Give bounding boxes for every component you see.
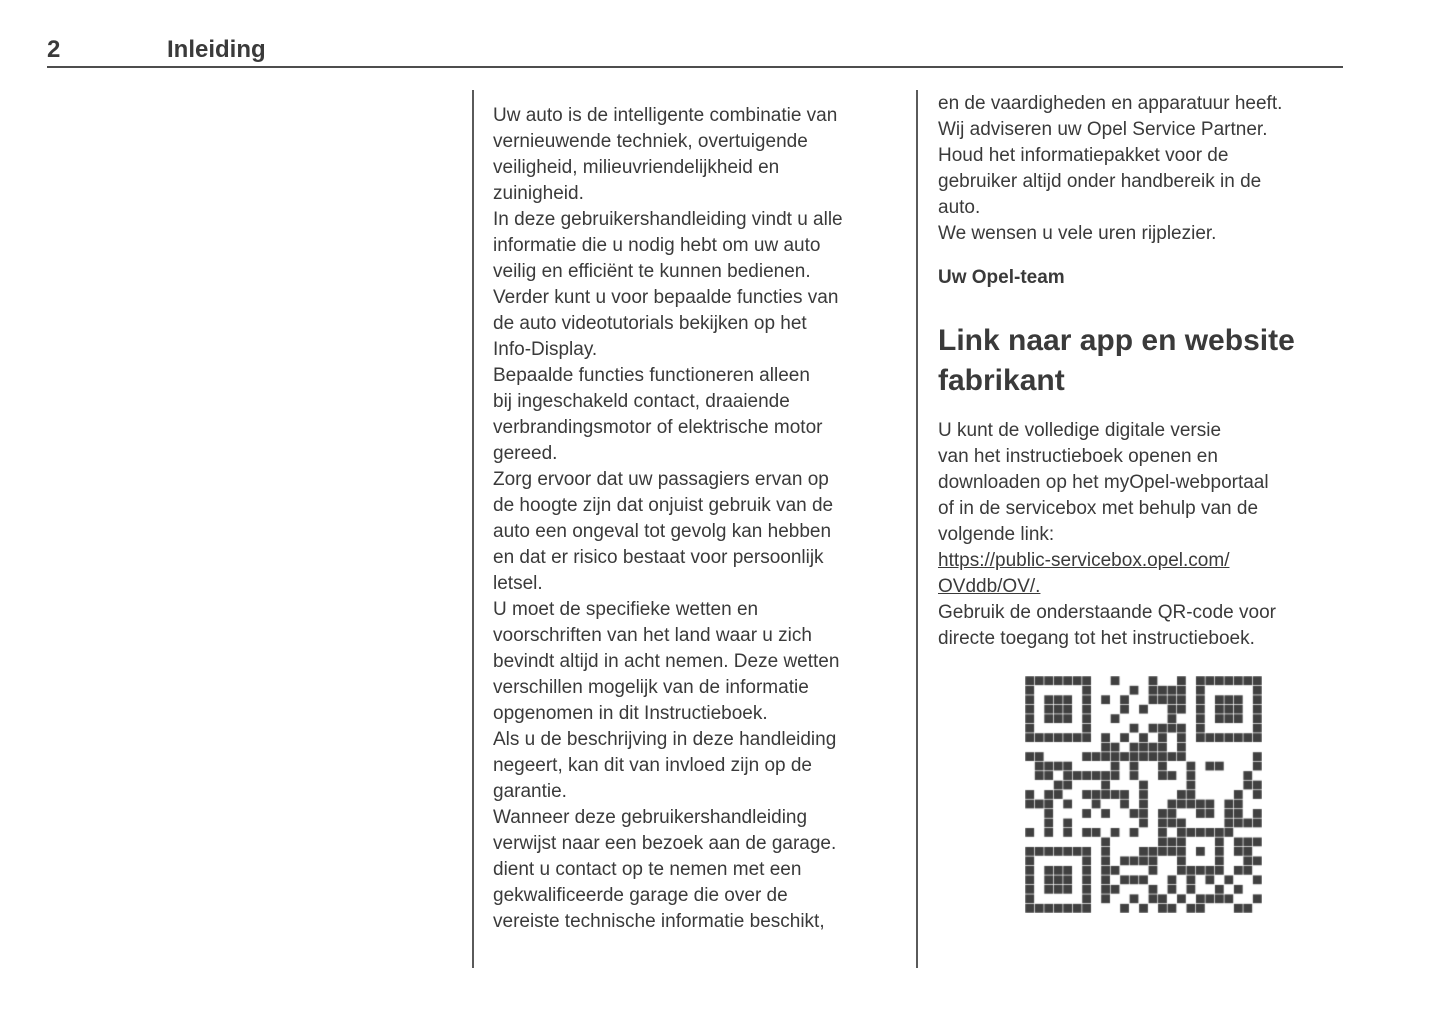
text-line: vereiste technische informatie beschikt, [493,911,825,932]
text-line: van het instructieboek openen en [938,446,1218,467]
page-title: Inleiding [167,36,266,63]
text-line: gebruiker altijd onder handbereik in de [938,171,1262,192]
section-heading: Link naar app en website fabrikant [938,324,1295,397]
text-line: zuinigheid. [493,183,584,204]
text-line: verbrandingsmotor of elektrische motor [493,417,823,438]
intro-text-column [493,103,905,935]
text-line: en de vaardigheden en apparatuur heeft. [938,93,1283,114]
text-line: auto een ongeval tot gevolg kan hebben [493,521,832,542]
servicebox-link-line-1[interactable]: https://public-servicebox.opel.com/ [938,550,1230,571]
text-line: Als u de beschrijving in deze handleiding [493,729,837,750]
text-line: auto. [938,197,981,218]
text-line: dient u contact op te nemen met een [493,859,802,880]
text-line: Info-Display. [493,339,598,360]
text-line: directe toegang tot het instructieboek. [938,628,1255,649]
text-line: opgenomen in dit Instructieboek. [493,703,768,724]
text-line: U kunt de volledige digitale versie [938,420,1222,441]
text-line: Verder kunt u voor bepaalde functies van [493,287,839,308]
text-line: Houd het informatiepakket voor de [938,145,1229,166]
text-line: veilig en efficiënt te kunnen bedienen. [493,261,811,282]
column-separator-left [472,90,474,968]
page-number: 2 [47,36,61,63]
text-line: Zorg ervoor dat uw passagiers ervan op [493,469,829,490]
text-line: Bepaalde functies functioneren alleen [493,365,810,386]
text-line: In deze gebruikershandleiding vindt u alle [493,209,843,230]
text-line: en dat er risico bestaat voor persoonlijk [493,547,824,568]
link-intro-text [938,418,1338,548]
text-line: bij ingeschakeld contact, draaiende [493,391,790,412]
text-line: U moet de specifieke wetten en [493,599,759,620]
servicebox-link-line-2[interactable]: OVddb/OV/. [938,576,1041,597]
signature: Uw Opel-team [938,267,1065,288]
text-line: verschillen mogelijk van de informatie [493,677,809,698]
text-line: Wanneer deze gebruikershandleiding [493,807,808,828]
text-line: gekwalificeerde garage die over de [493,885,788,906]
column-separator-right [916,90,918,968]
text-line: Uw auto is de intelligente combinatie van [493,105,838,126]
closing-text [938,91,1338,247]
text-line: veiligheid, milieuvriendelijkheid en [493,157,780,178]
servicebox-link-block [938,548,1338,600]
text-line: voorschriften van het land waar u zich [493,625,812,646]
text-line: bevindt altijd in acht nemen. Deze wetten [493,651,840,672]
text-line: verwijst naar een bezoek aan de garage. [493,833,837,854]
right-column [938,91,1338,913]
text-line: vernieuwende techniek, overtuigende [493,131,808,152]
qr-caption [938,600,1338,652]
text-line: informatie die u nodig hebt om uw auto [493,235,821,256]
text-line: downloaden op het myOpel-webportaal [938,472,1269,493]
text-line: volgende link: [938,524,1055,545]
text-line: garantie. [493,781,567,802]
qr-code [1025,676,1262,913]
text-line: gereed. [493,443,558,464]
text-line: We wensen u vele uren rijplezier. [938,223,1217,244]
text-line: letsel. [493,573,543,594]
text-line: Gebruik de onderstaande QR-code voor [938,602,1276,623]
text-line: of in de servicebox met behulp van de [938,498,1259,519]
text-line: Wij adviseren uw Opel Service Partner. [938,119,1268,140]
text-line: de auto videotutorials bekijken op het [493,313,807,334]
text-line: de hoogte zijn dat onjuist gebruik van de [493,495,834,516]
header-rule [47,66,1343,68]
text-line: negeert, kan dit van invloed zijn op de [493,755,812,776]
